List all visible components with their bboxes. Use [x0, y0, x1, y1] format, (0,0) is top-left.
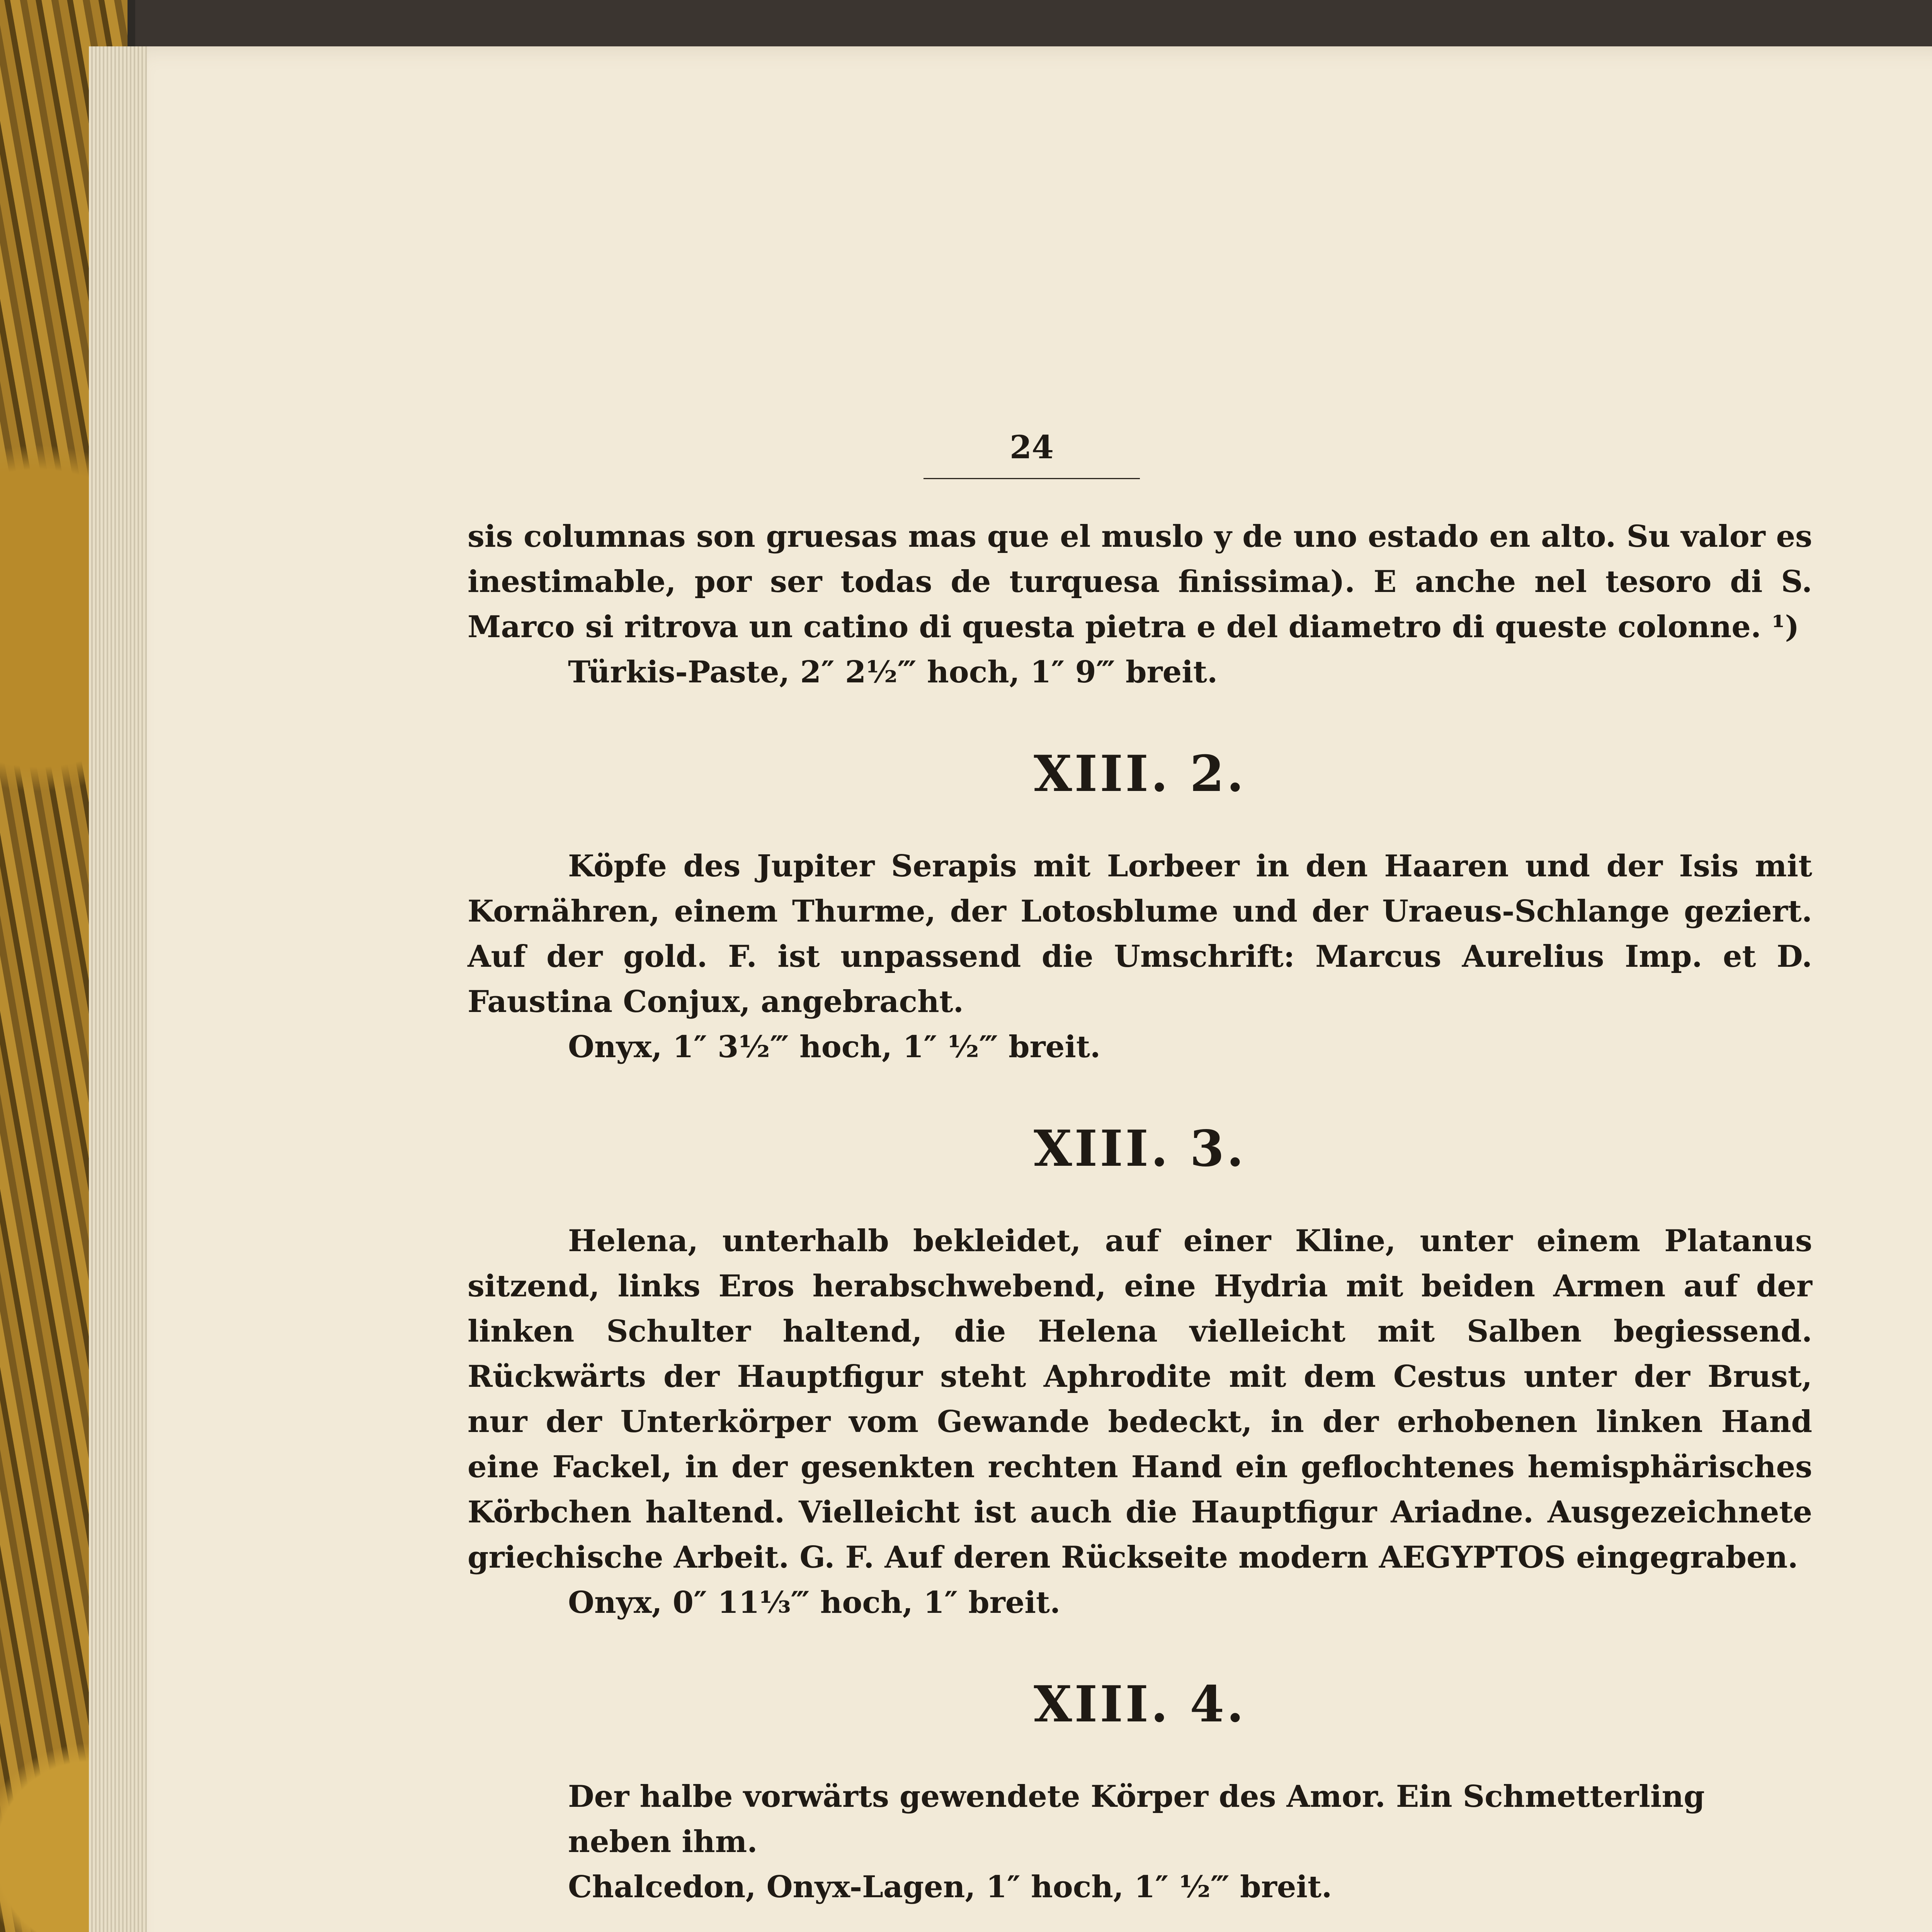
page-edges	[89, 46, 155, 1932]
gem-measurement: Onyx, 1″ 3½‴ hoch, 1″ ½‴ breit.	[568, 1029, 1101, 1065]
body-paragraph: Der halbe vorwärts gewendete Körper des Amor. Ein Schmetterling neben ihm.	[568, 1779, 1705, 1859]
page-content	[468, 425, 1812, 1932]
body-paragraph: Helena, unterhalb bekleidet, auf einer Kline, unter einem Platanus sitzend, links Eros herabschwebend, eine Hydria mit beiden Armen auf der linken Schulter haltend, die Helena vielleicht mit Salben begiessend. Rückwärts der Hauptfigur steht Aphrodite mit dem Cestus unter der Brust, nur der Unterkörper vom Gewande bedeckt, in der erhobenen linken Hand eine Fackel, in der gesenkten rechten Hand ein geflochtenes hemisphärisches Körbchen haltend. Vielleicht ist auch die Hauptfigur Ariadne. Ausgezeichnete griechische Arbeit. G. F. Auf deren Rückseite modern AEGYPTOS eingegraben.	[468, 1223, 1812, 1575]
body-paragraph: Köpfe des Jupiter Serapis mit Lorbeer in den Haaren und der Isis mit Kornähren, einem Thurme, der Lotosblume und der Uraeus-Schlange geziert. Auf der gold. F. ist unpassend die Umschrift: Marcus Aurelius Imp. et D. Faustina Conjux, angebracht.	[468, 849, 1812, 1019]
gem-measurement: Türkis-Paste, 2″ 2½‴ hoch, 1″ 9‴ breit.	[568, 655, 1218, 690]
section-heading: XIII. 4.	[1034, 1675, 1246, 1733]
body-paragraph: sis columnas son gruesas mas que el muslo y de uno estado en alto. Su valor es inestimable, por ser todas de turquesa finissima). E anche nel tesoro di S. Marco si ritrova un catino di questa pietra e del diametro di queste colonne. ¹)	[468, 519, 1812, 645]
section-heading: XIII. 3.	[1034, 1120, 1246, 1178]
gem-measurement: Chalcedon, Onyx-Lagen, 1″ hoch, 1″ ½‴ breit.	[568, 1869, 1332, 1905]
gem-measurement: Onyx, 0″ 11⅓‴ hoch, 1″ breit.	[568, 1585, 1061, 1620]
page-number: 24	[923, 425, 1140, 479]
section-heading: XIII. 2.	[1034, 745, 1246, 803]
